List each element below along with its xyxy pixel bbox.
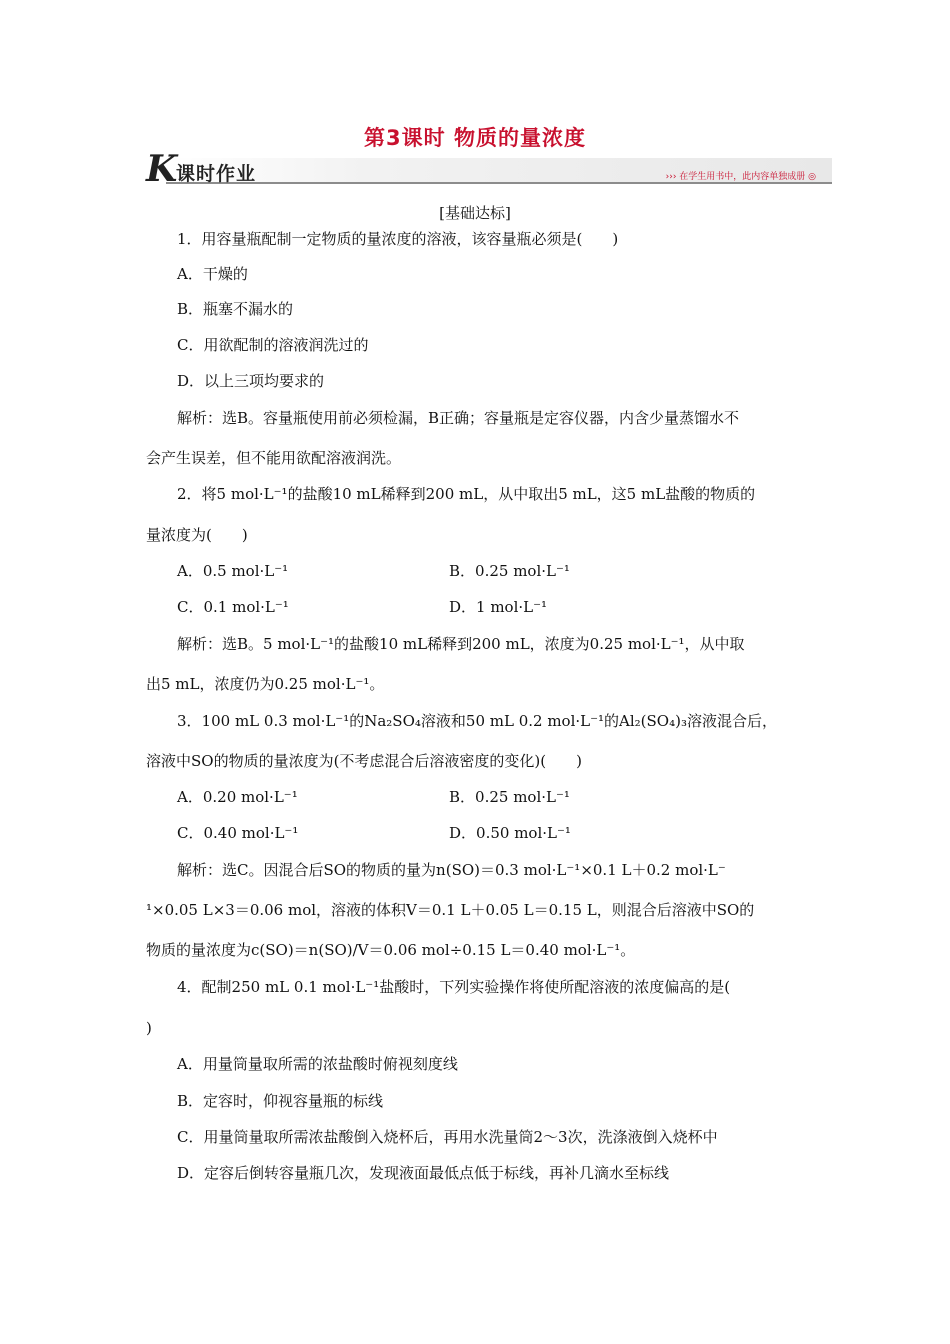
q3-option-a: A．0.20 mol·L⁻¹	[177, 788, 298, 806]
banner-divider	[166, 182, 832, 184]
q3-option-b: B．0.25 mol·L⁻¹	[449, 788, 570, 806]
q1-stem: 1．用容量瓶配制一定物质的量浓度的溶液，该容量瓶必须是( )	[177, 230, 619, 248]
q1-option-c: C．用欲配制的溶液润洗过的	[177, 336, 369, 354]
q2-analysis-line1: 解析：选B。5 mol·L⁻¹的盐酸10 mL稀释到200 mL，浓度为0.25 mol·L⁻¹，从中取	[177, 635, 745, 653]
banner-label: 课时作业	[176, 163, 257, 185]
q3-stem-line2: 溶液中SO的物质的量浓度为(不考虑混合后溶液密度的变化)( )	[146, 752, 582, 770]
q3-analysis-line2: ¹×0.05 L×3＝0.06 mol，溶液的体积V＝0.1 L＋0.05 L＝0.15 L，则混合后溶液中SO的	[146, 901, 755, 919]
q2-stem-line1: 2．将5 mol·L⁻¹的盐酸10 mL稀释到200 mL，从中取出5 mL，这5 mL盐酸的物质的	[177, 485, 756, 503]
q3-stem-line1: 3．100 mL 0.3 mol·L⁻¹的Na₂SO₄溶液和50 mL 0.2 mol·L⁻¹的Al₂(SO₄)₃溶液混合后，	[177, 712, 777, 730]
q2-option-a: A．0.5 mol·L⁻¹	[177, 562, 289, 580]
q3-analysis-line3: 物质的量浓度为c(SO)＝n(SO)/V＝0.06 mol÷0.15 L＝0.40 mol·L⁻¹。	[146, 941, 636, 959]
q4-stem-line1: 4．配制250 mL 0.1 mol·L⁻¹盐酸时，下列实验操作将使所配溶液的浓度偏高的是(	[177, 978, 731, 996]
q3-option-c: C．0.40 mol·L⁻¹	[177, 824, 299, 842]
q2-option-d: D．1 mol·L⁻¹	[449, 598, 548, 616]
q2-stem-line2: 量浓度为( )	[146, 526, 248, 544]
q3-analysis-line1: 解析：选C。因混合后SO的物质的量为n(SO)＝0.3 mol·L⁻¹×0.1 L＋0.2 mol·L⁻	[177, 861, 726, 879]
q4-option-a: A．用量筒量取所需的浓盐酸时俯视刻度线	[177, 1055, 458, 1073]
q4-option-b: B．定容时，仰视容量瓶的标线	[177, 1092, 384, 1110]
q4-option-d: D．定容后倒转容量瓶几次，发现液面最低点低于标线，再补几滴水至标线	[177, 1164, 670, 1182]
q4-stem-line2: )	[146, 1019, 152, 1037]
q1-analysis-line2: 会产生误差，但不能用欲配溶液润洗。	[146, 449, 402, 467]
page-title: 第3课时 物质的量浓度	[364, 126, 586, 150]
k-logo-icon: K	[146, 148, 178, 190]
q1-option-a: A．干燥的	[177, 265, 248, 283]
q1-analysis-line1: 解析：选B。容量瓶使用前必须检漏，B正确；容量瓶是定容仪器，内含少量蒸馏水不	[177, 409, 740, 427]
q2-option-b: B．0.25 mol·L⁻¹	[449, 562, 570, 580]
q2-option-c: C．0.1 mol·L⁻¹	[177, 598, 289, 616]
q2-analysis-line2: 出5 mL，浓度仍为0.25 mol·L⁻¹。	[146, 675, 385, 693]
q3-option-d: D．0.50 mol·L⁻¹	[449, 824, 571, 842]
section-title: [基础达标]	[439, 204, 511, 222]
homework-banner	[146, 148, 832, 190]
banner-note: ››› 在学生用书中，此内容单独成册 ◎	[665, 172, 816, 182]
q1-option-d: D．以上三项均要求的	[177, 372, 325, 390]
q1-option-b: B．瓶塞不漏水的	[177, 300, 294, 318]
q4-option-c: C．用量筒量取所需浓盐酸倒入烧杯后，再用水洗量筒2～3次，洗涤液倒入烧杯中	[177, 1128, 718, 1146]
